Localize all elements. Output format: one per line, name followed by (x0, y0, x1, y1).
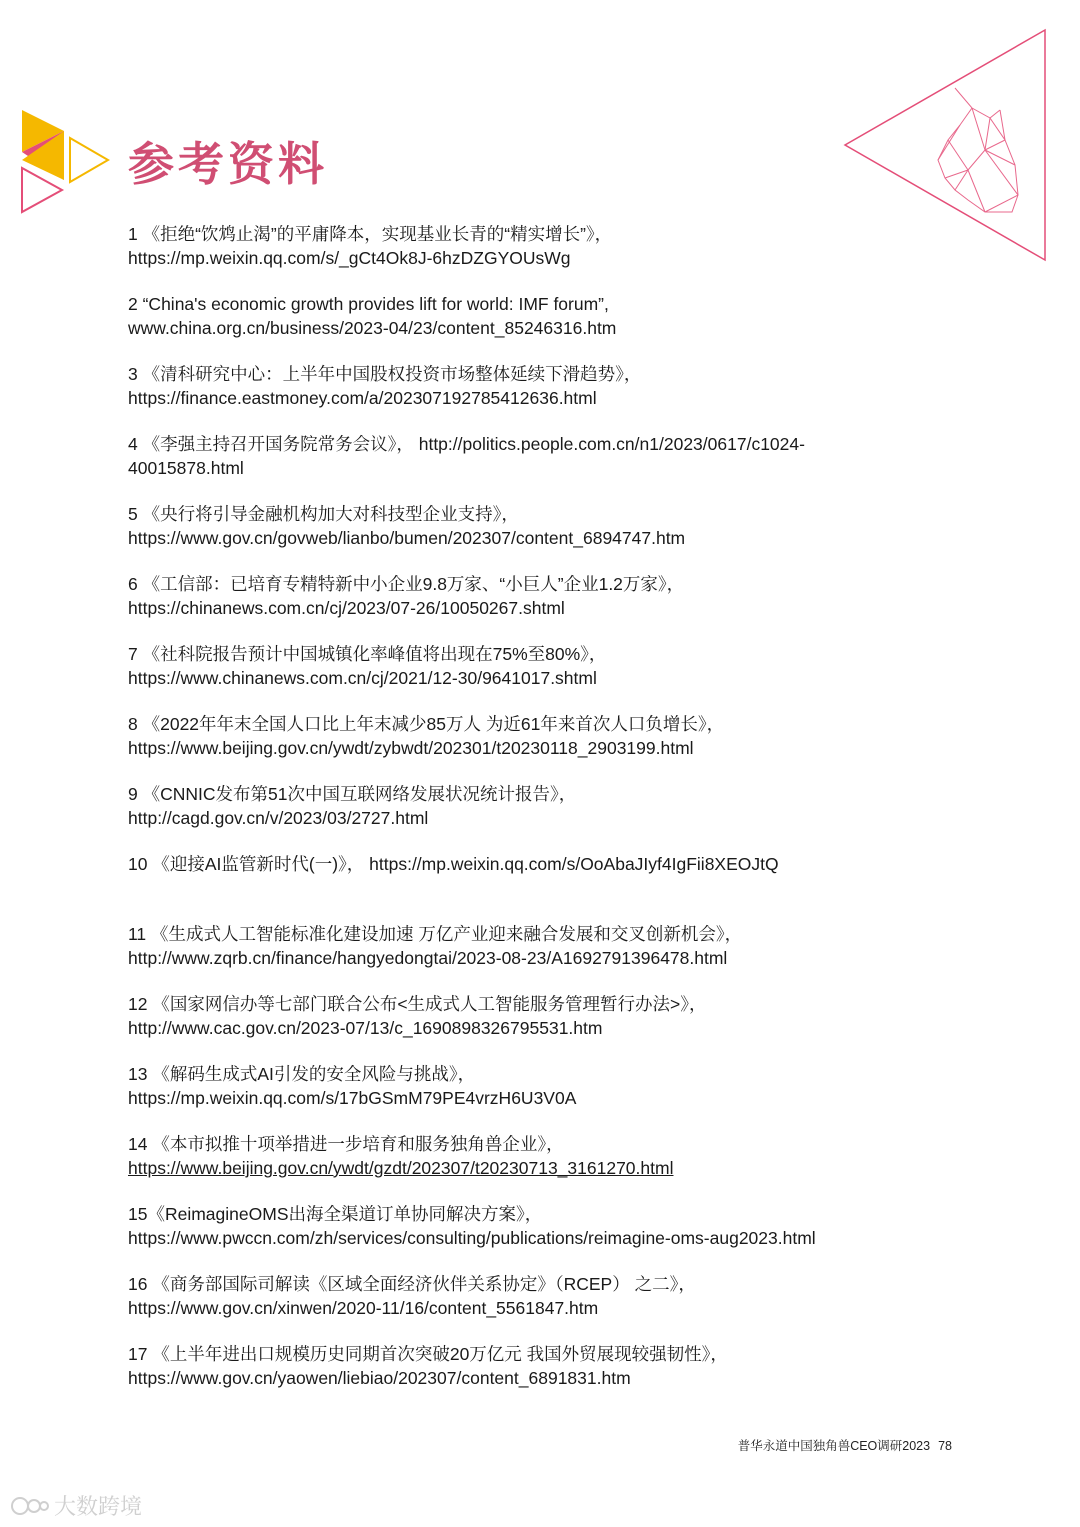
reference-url: https://mp.weixin.qq.com/s/17bGSmM79PE4vrzH6U3V0A (128, 1088, 577, 1108)
reference-title (128, 922, 978, 946)
reference-number: 5 (128, 504, 138, 524)
reference-item (128, 852, 978, 922)
reference-title (128, 992, 978, 1016)
reference-item (128, 1202, 978, 1272)
reference-number: 15 (128, 1204, 148, 1224)
reference-item (128, 1062, 978, 1132)
reference-url: www.china.org.cn/business/2023-04/23/content_85246316.htm (128, 318, 617, 338)
reference-text: 《商务部国际司解读《区域全面经济伙伴关系协定》（RCEP） 之二》， (152, 1274, 696, 1294)
reference-text: 《生成式人工智能标准化建设加速 万亿产业迎来融合发展和交叉创新机会》， (151, 924, 743, 944)
reference-text: 《拒绝“饮鸩止渴”的平庸降本，实现基业长青的“精实增长”》， (142, 224, 613, 244)
reference-item (128, 1272, 978, 1342)
reference-number: 7 (128, 644, 138, 664)
reference-item (128, 992, 978, 1062)
reference-url: https://www.gov.cn/xinwen/2020-11/16/content_5561847.htm (128, 1298, 599, 1318)
page-number: 78 (938, 1439, 952, 1453)
reference-item (128, 432, 978, 502)
reference-number: 17 (128, 1344, 148, 1364)
reference-url: https://www.beijing.gov.cn/ywdt/zybwdt/202301/t20230118_2903199.html (128, 738, 694, 758)
reference-text: 《ReimagineOMS出海全渠道订单协同解决方案》， (147, 1204, 543, 1224)
reference-title (128, 572, 978, 596)
reference-list (128, 222, 978, 1412)
reference-text: 《本市拟推十项举措进一步培育和服务独角兽企业》， (152, 1134, 564, 1154)
reference-number: 8 (128, 714, 138, 734)
reference-text: 《CNNIC发布第51次中国互联网络发展状况统计报告》， (142, 784, 577, 804)
reference-number: 9 (128, 784, 138, 804)
reference-text: 《迎接AI监管新时代(一)》， https://mp.weixin.qq.com/s/OoAbaJIyf4IgFii8XEOJtQ (152, 854, 779, 874)
reference-text: 《清科研究中心：上半年中国股权投资市场整体延续下滑趋势》， (142, 364, 642, 384)
triangle-cluster-icon (22, 110, 108, 212)
reference-text: 《央行将引导金融机构加大对科技型企业支持》， (142, 504, 519, 524)
reference-text: 《2022年年末全国人口比上年末减少85万人 为近61年来首次人口负增长》， (142, 714, 725, 734)
reference-title (128, 782, 978, 806)
reference-url: https://www.chinanews.com.cn/cj/2021/12-30/9641017.shtml (128, 668, 597, 688)
reference-item (128, 362, 978, 432)
reference-text: 《国家网信办等七部门联合公布<生成式人工智能服务管理暂行办法>》， (152, 994, 707, 1014)
reference-number: 14 (128, 1134, 148, 1154)
reference-url: https://chinanews.com.cn/cj/2023/07-26/10050267.shtml (128, 598, 565, 618)
reference-url: https://mp.weixin.qq.com/s/_gCt4Ok8J-6hzDZGYOUsWg (128, 248, 571, 268)
reference-item (128, 642, 978, 712)
reference-item (128, 922, 978, 992)
reference-title (128, 1342, 978, 1366)
reference-item (128, 222, 978, 292)
page-footer (738, 1436, 952, 1454)
reference-item (128, 572, 978, 642)
reference-item (128, 292, 978, 362)
reference-text: 《解码生成式AI引发的安全风险与挑战》， (152, 1064, 476, 1084)
report-name: 普华永道中国独角兽CEO调研2023 (737, 1439, 931, 1453)
reference-number: 13 (128, 1064, 148, 1084)
reference-title (128, 642, 978, 666)
reference-number: 4 (128, 434, 138, 454)
reference-title (128, 432, 978, 456)
reference-text: 《上半年进出口规模历史同期首次突破20万亿元 我国外贸展现较强韧性》， (152, 1344, 728, 1364)
reference-number: 10 (128, 854, 148, 874)
reference-item (128, 782, 978, 852)
watermark-logo-icon (10, 1494, 50, 1518)
reference-title (128, 1202, 978, 1226)
reference-title (128, 362, 978, 386)
reference-item (128, 712, 978, 782)
reference-title (128, 852, 978, 876)
page-title: 参考资料 (128, 137, 328, 191)
reference-url: https://www.gov.cn/yaowen/liebiao/202307/content_6891831.htm (128, 1368, 631, 1388)
reference-number: 12 (128, 994, 148, 1014)
reference-title (128, 712, 978, 736)
reference-number: 1 (128, 224, 138, 244)
reference-text: 《社科院报告预计中国城镇化率峰值将出现在75%至80%》， (142, 644, 607, 664)
reference-title (128, 1132, 978, 1156)
reference-item (128, 1342, 978, 1412)
watermark-text: 大数跨境 (54, 1494, 143, 1519)
reference-title (128, 502, 978, 526)
reference-text: 《李强主持召开国务院常务会议》， http://politics.people.com.cn/n1/2023/0617/c1024- (142, 434, 805, 454)
reference-text: “China's economic growth provides lift for world: IMF forum”, (142, 294, 609, 314)
reference-number: 2 (128, 294, 138, 314)
reference-title (128, 222, 978, 246)
reference-item (128, 1132, 978, 1202)
reference-title (128, 292, 978, 316)
reference-url: http://cagd.gov.cn/v/2023/03/2727.html (128, 808, 429, 828)
reference-title (128, 1062, 978, 1086)
reference-text: 《工信部：已培育专精特新中小企业9.8万家、“小巨人”企业1.2万家》， (142, 574, 685, 594)
reference-url[interactable]: https://www.beijing.gov.cn/ywdt/gzdt/202307/t20230713_3161270.html (128, 1158, 674, 1178)
reference-number: 16 (128, 1274, 148, 1294)
reference-url: https://www.pwccn.com/zh/services/consulting/publications/reimagine-oms-aug2023.html (128, 1228, 816, 1248)
watermark (10, 1490, 142, 1521)
reference-title (128, 1272, 978, 1296)
reference-url: https://finance.eastmoney.com/a/202307192785412636.html (128, 388, 597, 408)
reference-item (128, 502, 978, 572)
reference-number: 3 (128, 364, 138, 384)
reference-url: http://www.cac.gov.cn/2023-07/13/c_1690898326795531.htm (128, 1018, 603, 1038)
reference-url: http://www.zqrb.cn/finance/hangyedongtai/2023-08-23/A1692791396478.html (128, 948, 728, 968)
reference-number: 11 (128, 924, 147, 944)
reference-url: https://www.gov.cn/govweb/lianbo/bumen/202307/content_6894747.htm (128, 528, 686, 548)
reference-url: 40015878.html (128, 458, 244, 478)
reference-number: 6 (128, 574, 138, 594)
